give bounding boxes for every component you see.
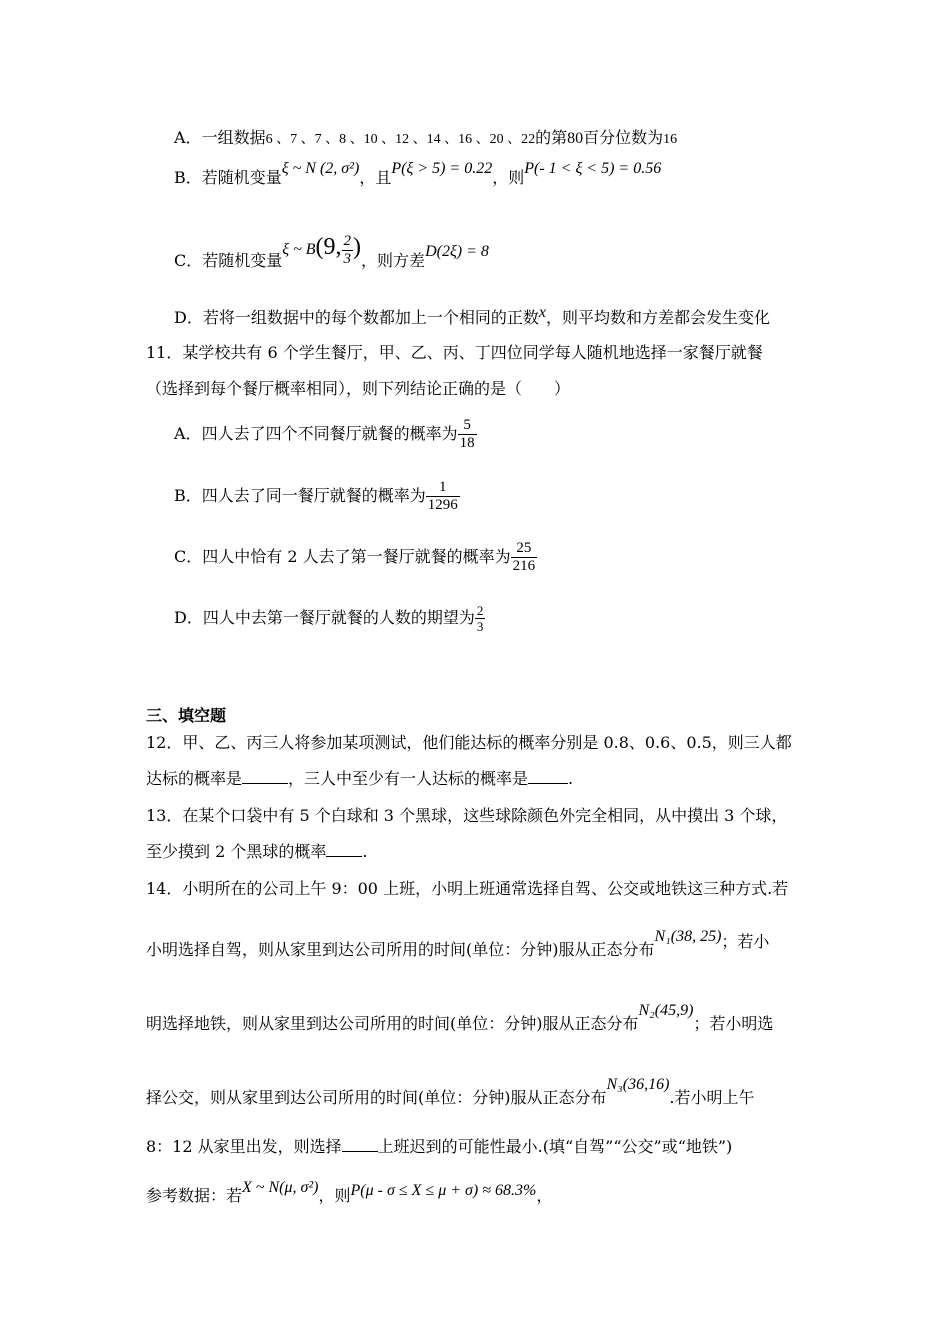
- binomial-dist-formula: ξ ~ B(9, $\frac{2}{3}$ ): [282, 232, 362, 267]
- fraction: $\frac{5}{18}$: [459, 417, 475, 451]
- q14-reference-data: 参考数据：若X ~ N(μ, σ²)，则P(μ - σ ≤ X ≤ μ + σ) ≈ 68.3%，: [146, 1179, 553, 1205]
- answer-blank[interactable]: [326, 842, 362, 857]
- q10-option-d: D．若将一组数据中的每个数都加上一个相同的正数x，则平均数和方差都会发生变化: [174, 304, 770, 327]
- fraction: $\frac{25}{216}$: [512, 540, 536, 574]
- q11-option-c: C．四人中恰有 2 人去了第一餐厅就餐的概率为 $\frac{25}{216}$: [174, 540, 536, 574]
- q11-option-d: D．四人中去第一餐厅就餐的人数的期望为 $\frac{2}{3}$: [174, 603, 484, 634]
- q14-line2: 小明选择自驾，则从家里到达公司所用的时间(单位：分钟)服从正态分布N₁(38, 25)；若小: [146, 928, 770, 959]
- q10-option-a: A．一组数据6 、7 、7 、8 、10 、12 、14 、16 、20 、22的第80百分位数为16: [174, 128, 678, 147]
- answer-blank[interactable]: [342, 1137, 378, 1152]
- section-title: 三、填空题: [146, 706, 227, 725]
- q14-line5: 8：12 从家里出发，则选择 上班迟到的可能性最小.(填“自驾”“公交”或“地铁”): [146, 1137, 733, 1156]
- answer-blank[interactable]: [242, 769, 288, 784]
- q10-option-b: B．若随机变量ξ ~ N (2, σ²)，且P(ξ > 5) = 0.22，则P(- 1 < ξ < 5) = 0.56: [174, 160, 662, 187]
- q14-line1: 14．小明所在的公司上午 9：00 上班，小明上班通常选择自驾、公交或地铁这三种方式.若: [146, 879, 789, 898]
- normal-dist-formula: ξ ~ N (2, σ²): [281, 160, 360, 177]
- q10-option-c: C．若随机变量ξ ~ B(9, $\frac{2}{3}$ )，则方差D(2ξ) = 8: [174, 232, 489, 270]
- fraction: $\frac{2}{3}$: [476, 603, 484, 634]
- q11-stem-line1: 11．某学校共有 6 个学生餐厅，甲、乙、丙、丁四位同学每人随机地选择一家餐厅就餐: [146, 343, 763, 362]
- q14-line4: 择公交，则从家里到达公司所用的时间(单位：分钟)服从正态分布N₃(36,16).若小明上午: [146, 1076, 755, 1107]
- q12-line1: 12．甲、乙、丙三人将参加某项测试，他们能达标的概率分别是 0.8、0.6、0.5，则三人都: [146, 733, 792, 752]
- ref-formula-1: X ~ N(μ, σ²): [242, 1179, 319, 1196]
- q13-line1: 13．在某个口袋中有 5 个白球和 3 个黑球，这些球除颜色外完全相同，从中摸出 3 个球，: [146, 806, 788, 825]
- q14-line3: 明选择地铁，则从家里到达公司所用的时间(单位：分钟)服从正态分布N₂(45,9)；若小明选: [146, 1002, 774, 1033]
- q13-line2: 至少摸到 2 个黑球的概率 .: [146, 842, 368, 861]
- answer-blank[interactable]: [528, 769, 568, 784]
- ref-formula-2: P(μ - σ ≤ X ≤ μ + σ) ≈ 68.3%: [350, 1182, 537, 1199]
- q12-line2: 达标的概率是 ，三人中至少有一人达标的概率是 .: [146, 769, 574, 788]
- q11-option-a: A．四人去了四个不同餐厅就餐的概率为 $\frac{5}{18}$: [174, 417, 475, 451]
- q11-option-b: B．四人去了同一餐厅就餐的概率为 $\frac{1}{1296}$: [174, 479, 458, 513]
- prob-formula-2: P(- 1 < ξ < 5) = 0.56: [524, 160, 662, 177]
- q11-stem-line2: （选择到每个餐厅概率相同），则下列结论正确的是（ ）: [146, 379, 571, 398]
- data-set: 6 、7 、7 、8 、10 、12 、14 、16 、20 、22: [265, 132, 536, 147]
- prob-formula-1: P(ξ > 5) = 0.22: [391, 160, 493, 177]
- variance-formula: D(2ξ) = 8: [425, 243, 489, 260]
- normal-dist-n1: N₁(38, 25): [654, 928, 722, 945]
- normal-dist-n3: N₃(36,16): [606, 1076, 670, 1093]
- normal-dist-n2: N₂(45,9): [638, 1002, 694, 1019]
- fraction: $\frac{1}{1296}$: [427, 479, 458, 513]
